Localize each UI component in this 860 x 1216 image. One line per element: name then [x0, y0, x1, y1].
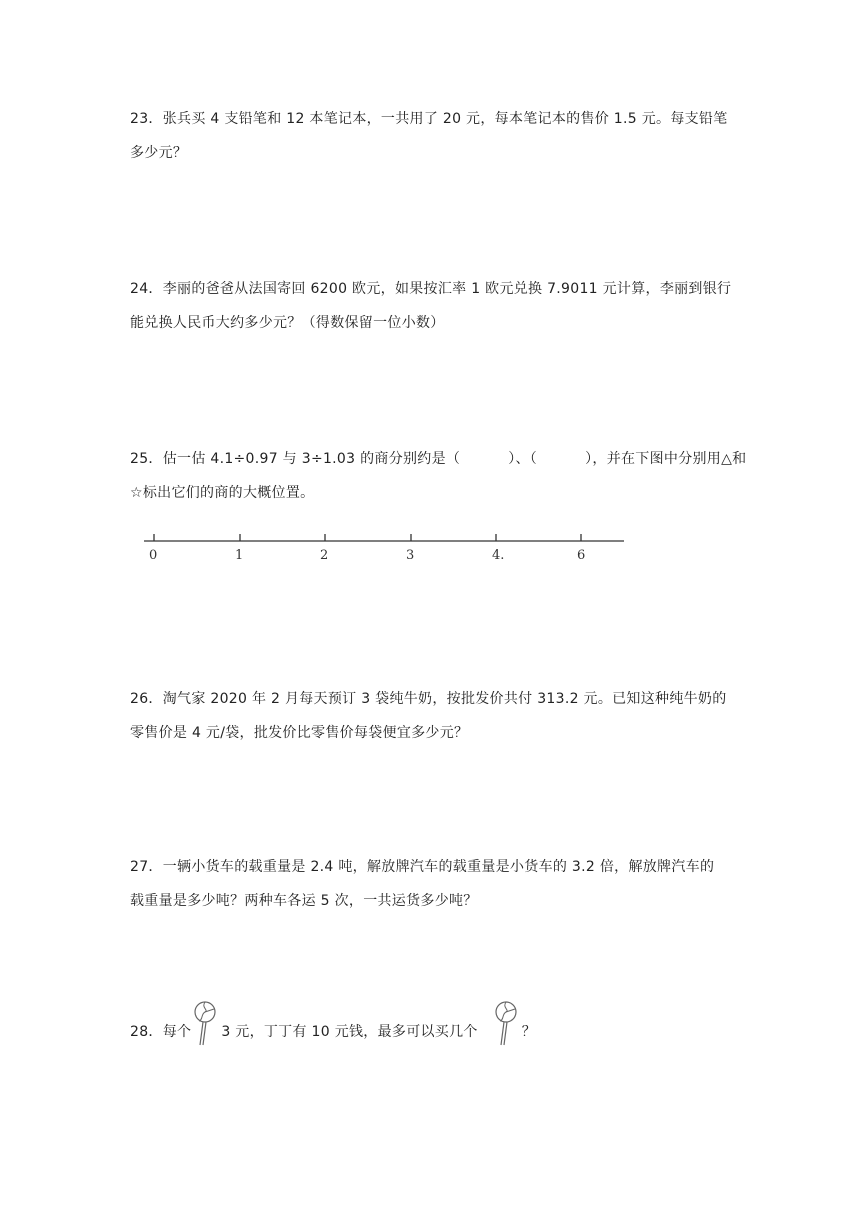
question-23-line-1: 23．张兵买 4 支铅笔和 12 本笔记本，一共用了 20 元，每本笔记本的售价 1.5 元。每支铅笔: [130, 111, 728, 127]
question-27: [130, 850, 730, 918]
question-28-line-1: [130, 1000, 730, 1064]
question-25-text-c: ），并在下图中分别用△和: [585, 451, 747, 467]
question-25-line-2: ☆标出它们的商的大概位置。: [130, 485, 315, 501]
question-25: [130, 442, 747, 510]
number-line-label-4: 4.: [492, 548, 505, 563]
question-28-text-a: 28．每个: [130, 1024, 192, 1040]
question-24: [130, 272, 730, 340]
lollipop-icon: [492, 1000, 522, 1064]
question-24-line-1: 24．李丽的爸爸从法国寄回 6200 欧元，如果按汇率 1 欧元兑换 7.9011 元计算，李丽到银行: [130, 281, 732, 297]
question-24-line-2: 能兑换人民币大约多少元？（得数保留一位小数）: [130, 315, 445, 331]
question-28-text-c: ？: [521, 1024, 537, 1040]
question-26-line-1: 26．淘气家 2020 年 2 月每天预订 3 袋纯牛奶，按批发价共付 313.2 元。已知这种纯牛奶的: [130, 691, 727, 707]
number-line-label-3: 3: [406, 548, 415, 563]
number-line-label-2: 2: [320, 548, 329, 563]
question-25-line-1: [130, 442, 747, 476]
number-line: [140, 522, 630, 564]
question-28: [130, 1000, 730, 1064]
number-line-label-0: 0: [149, 548, 158, 563]
number-line-label-6: 6: [577, 548, 586, 563]
question-27-line-2: 载重量是多少吨？两种车各运 5 次，一共运货多少吨？: [130, 893, 478, 909]
question-26-line-2: 零售价是 4 元/袋，批发价比零售价每袋便宜多少元？: [130, 725, 469, 741]
number-line-label-1: 1: [235, 548, 244, 563]
question-23: [130, 102, 730, 170]
question-28-text-b: 3 元，丁丁有 10 元钱，最多可以买几个: [221, 1024, 478, 1040]
question-26: [130, 682, 730, 750]
question-25-text-a: 25．估一估 4.1÷0.97 与 3÷1.03 的商分别约是（: [130, 451, 461, 467]
lollipop-icon: [191, 1000, 221, 1064]
question-27-line-1: 27．一辆小货车的载重量是 2.4 吨，解放牌汽车的载重量是小货车的 3.2 倍，解放牌汽车的: [130, 859, 715, 875]
question-23-line-2: 多少元？: [130, 145, 188, 161]
question-25-text-b: ）、（: [508, 451, 538, 467]
